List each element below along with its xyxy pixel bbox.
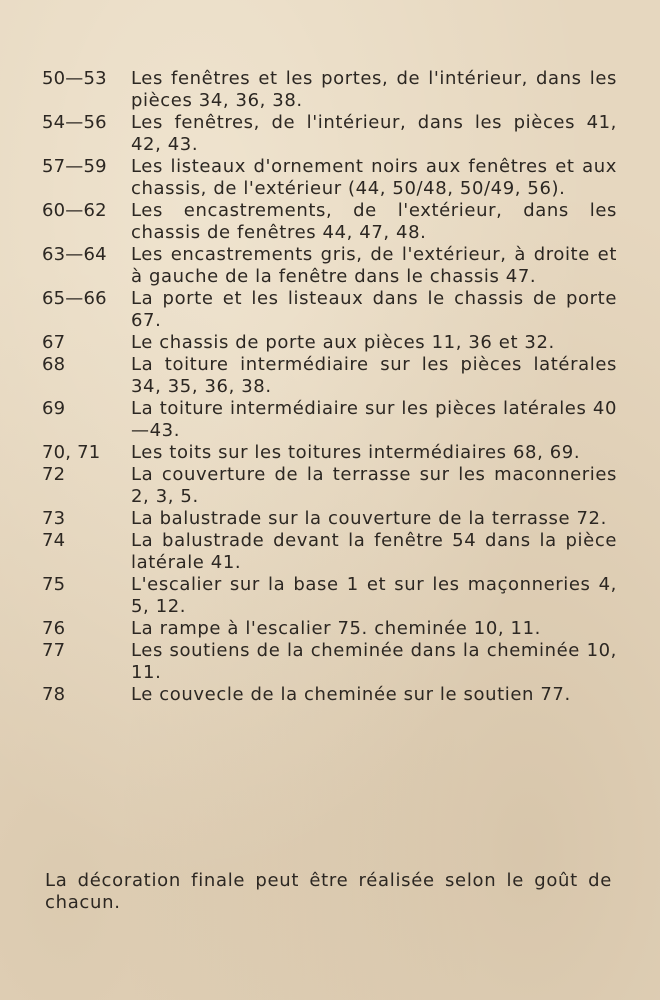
list-item [42, 530, 617, 574]
part-description: La couverture de la terrasse sur les maconneries 2, 3, 5. [131, 464, 617, 507]
list-item [42, 508, 617, 530]
part-number: 60—62 [42, 200, 107, 221]
part-number: 69 [42, 398, 66, 419]
part-number: 73 [42, 508, 66, 529]
part-description: Les soutiens de la cheminée dans la cheminée 10, 11. [131, 640, 617, 683]
part-description: L'escalier sur la base 1 et sur les maçonneries 4, 5, 12. [131, 574, 617, 617]
part-number: 65—66 [42, 288, 107, 309]
part-description: Les encastrements gris, de l'extérieur, à droite et à gauche de la fenêtre dans le chassis 47. [131, 244, 617, 287]
list-item [42, 244, 617, 288]
part-number: 75 [42, 574, 66, 595]
final-note: La décoration finale peut être réalisée selon le goût de chacun. [45, 870, 612, 913]
part-description: Les listeaux d'ornement noirs aux fenêtres et aux chassis, de l'extérieur (44, 50/48, 50/49, 56). [131, 156, 617, 199]
part-description: La porte et les listeaux dans le chassis de porte 67. [131, 288, 617, 331]
part-number: 74 [42, 530, 66, 551]
list-item [42, 68, 617, 112]
part-number: 68 [42, 354, 66, 375]
part-number: 72 [42, 464, 66, 485]
part-description: La toiture intermédiaire sur les pièces latérales 34, 35, 36, 38. [131, 354, 617, 397]
part-number: 76 [42, 618, 66, 639]
list-item [42, 574, 617, 618]
list-item [42, 640, 617, 684]
list-item [42, 200, 617, 244]
part-description: Les fenêtres, de l'intérieur, dans les pièces 41, 42, 43. [131, 112, 617, 155]
part-number: 70, 71 [42, 442, 101, 463]
part-description: La balustrade sur la couverture de la terrasse 72. [131, 508, 607, 529]
list-item [42, 288, 617, 332]
list-item [42, 684, 617, 706]
part-description: La rampe à l'escalier 75. cheminée 10, 11. [131, 618, 541, 639]
part-description: Les encastrements, de l'extérieur, dans les chassis de fenêtres 44, 47, 48. [131, 200, 617, 243]
list-item [42, 398, 617, 442]
list-item [42, 156, 617, 200]
list-item [42, 332, 617, 354]
part-number: 54—56 [42, 112, 107, 133]
part-number: 50—53 [42, 68, 107, 89]
list-item [42, 354, 617, 398]
part-description: La balustrade devant la fenêtre 54 dans la pièce latérale 41. [131, 530, 617, 573]
part-number: 77 [42, 640, 66, 661]
part-number: 57—59 [42, 156, 107, 177]
part-number: 78 [42, 684, 66, 705]
part-number: 63—64 [42, 244, 107, 265]
list-item [42, 618, 617, 640]
parts-list [42, 68, 617, 706]
part-description: Les toits sur les toitures intermédiaires 68, 69. [131, 442, 581, 463]
part-description: Le chassis de porte aux pièces 11, 36 et 32. [131, 332, 555, 353]
part-number: 67 [42, 332, 66, 353]
list-item [42, 464, 617, 508]
part-description: Le couvecle de la cheminée sur le soutien 77. [131, 684, 571, 705]
part-description: La toiture intermédiaire sur les pièces latérales 40—43. [131, 398, 617, 441]
part-description: Les fenêtres et les portes, de l'intérieur, dans les pièces 34, 36, 38. [131, 68, 617, 111]
list-item [42, 112, 617, 156]
list-item [42, 442, 617, 464]
